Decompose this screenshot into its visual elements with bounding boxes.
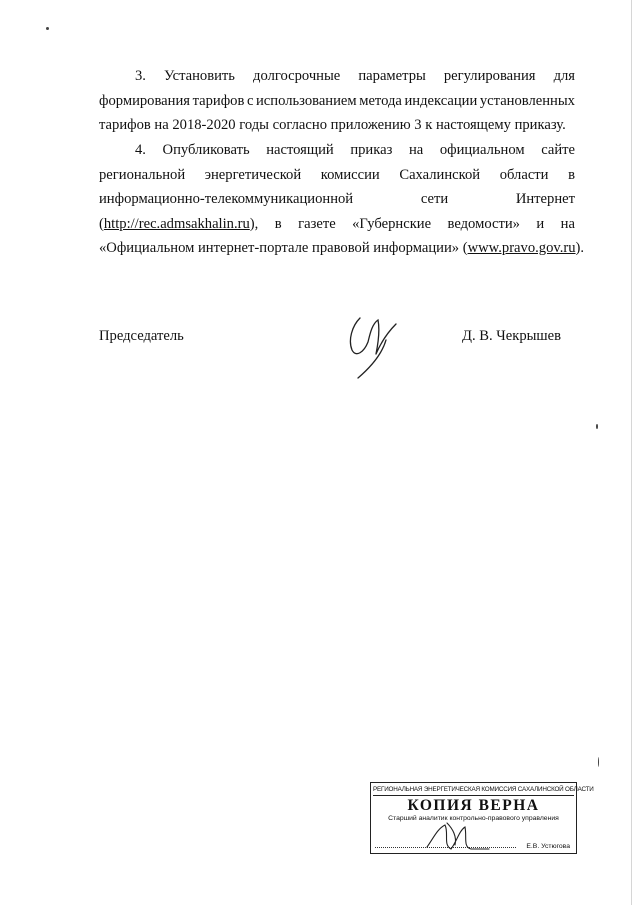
stamp-organization: РЕГИОНАЛЬНАЯ ЭНЕРГЕТИЧЕСКАЯ КОМИССИЯ САХАЛИНСКОЙ ОБЛАСТИ (373, 783, 574, 796)
scan-speck (598, 757, 599, 767)
signatory-role: Председатель (99, 328, 184, 344)
scan-edge-line (631, 0, 632, 905)
item-4-line-2: региональной энергетической комиссии Сахалинской области в (99, 166, 575, 183)
item-3-line-1: 3. Установить долгосрочные параметры регулирования для (99, 64, 575, 89)
pravo-website-link[interactable]: www.pravo.gov.ru (467, 240, 576, 256)
item-4-number: 4. (135, 142, 146, 158)
rec-url-group: (http://rec.admsakhalin.ru), (99, 215, 259, 232)
signatory-name: Д. В. Чекрышев (462, 328, 562, 344)
handwritten-signature (338, 300, 408, 380)
certified-copy-stamp (370, 782, 594, 854)
rec-website-link[interactable]: http://rec.admsakhalin.ru (103, 215, 250, 232)
item-4-line-1: 4. Опубликовать настоящий приказ на официальном сайте (99, 138, 575, 163)
item-4-line-3: информационно-телекоммуникационной сети Интернет (99, 191, 575, 207)
stamp-signer-name: Е.В. Устюгова (526, 843, 570, 850)
stamp-signature (423, 819, 493, 853)
item-3-paragraph (99, 64, 575, 138)
item-3-number: 3. (135, 68, 146, 84)
item-4-paragraph (99, 138, 585, 261)
item-3-line-2: формирования тарифов с использованием метода индексации установленных (99, 92, 575, 109)
scan-speck (596, 424, 598, 429)
item-3-line-3: тарифов на 2018-2020 годы согласно приложению 3 к настоящему приказу. (99, 117, 566, 133)
stamp-title: КОПИЯ ВЕРНА (407, 797, 540, 814)
scan-speck (46, 27, 49, 30)
item-4-line-5: «Официальном интернет-портале правовой информации» (www.pravo.gov.ru). (99, 240, 585, 256)
stamp-position: Старший аналитик контрольно-правового управления (388, 815, 559, 822)
item-4-line-4: (http://rec.admsakhalin.ru), в газете «Губернские ведомости» и на (99, 212, 575, 237)
